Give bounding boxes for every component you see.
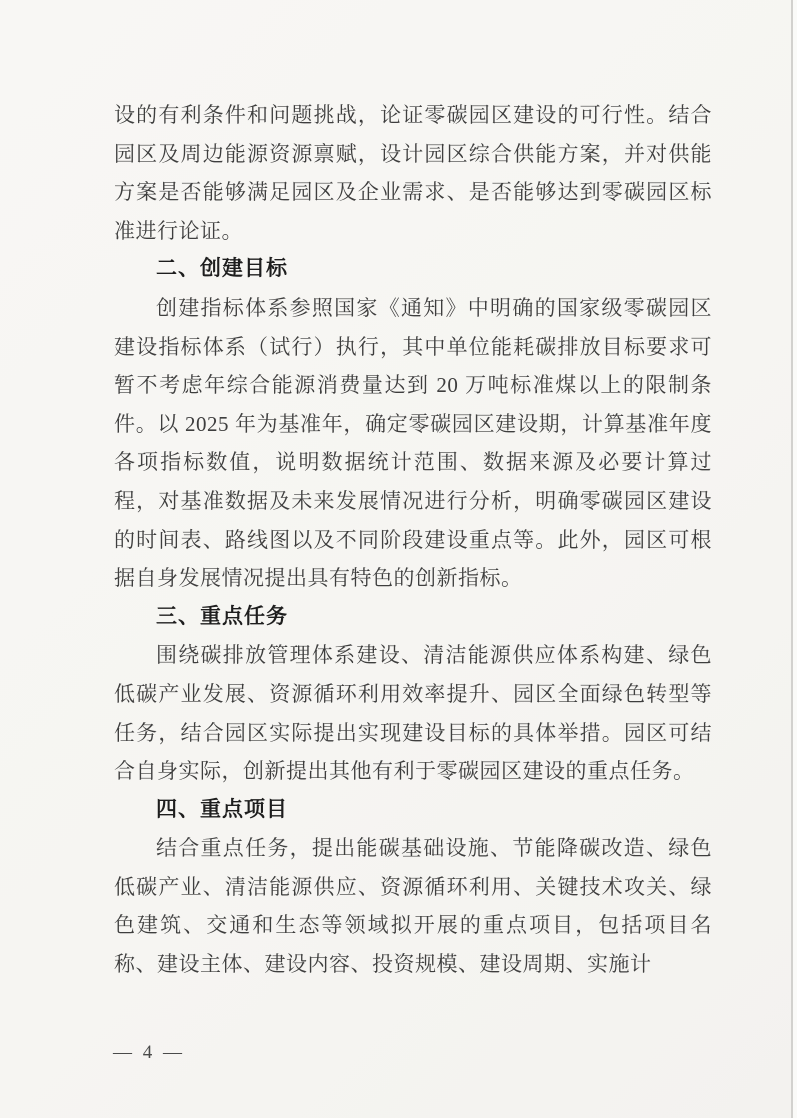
section-heading-key-tasks: 三、重点任务 — [156, 604, 288, 628]
page-number: — 4 — — [113, 1042, 185, 1063]
paragraph-creation-goals: 创建指标体系参照国家《通知》中明确的国家级零碳园区建设指标体系（试行）执行，其中单位能耗碳排放目标要求可暂不考虑年综合能源消费量达到 20 万吨标准煤以上的限制条件。以 2025 年为基准年，确定零碳园区建设期，计算基准年度各项指标数值，说明数据统计范围、数据来源及必要计算过程，对基准数据及未来发展情况进行分析，明确零碳园区建设的时间表、路线图以及不同阶段建设重点等。此外，园区可根据自身发展情况提出具有特色的创新指标。 — [114, 295, 712, 591]
section-heading-creation-goals: 二、创建目标 — [156, 257, 288, 281]
paragraph-key-projects: 结合重点任务，提出能碳基础设施、节能降碳改造、绿色低碳产业、清洁能源供应、资源循环利用、关键技术攻关、绿色建筑、交通和生态等领域拟开展的重点项目，包括项目名称、建设主体、建设内容、投资规模、建设周期、实施计 — [114, 836, 712, 977]
section-heading-key-projects: 四、重点项目 — [156, 797, 288, 821]
scan-edge-strip — [793, 0, 797, 1118]
document-body — [114, 96, 712, 984]
paragraph-key-tasks: 围绕碳排放管理体系建设、清洁能源供应体系构建、绿色低碳产业发展、资源循环利用效率提升、园区全面绿色转型等任务，结合园区实际提出实现建设目标的具体举措。园区可结合自身实际，创新提出其他有利于零碳园区建设的重点任务。 — [114, 643, 712, 784]
paragraph-continuation: 设的有利条件和问题挑战，论证零碳园区建设的可行性。结合园区及周边能源资源禀赋，设计园区综合供能方案，并对供能方案是否能够满足园区及企业需求、是否能够达到零碳园区标准进行论证。 — [114, 103, 712, 243]
